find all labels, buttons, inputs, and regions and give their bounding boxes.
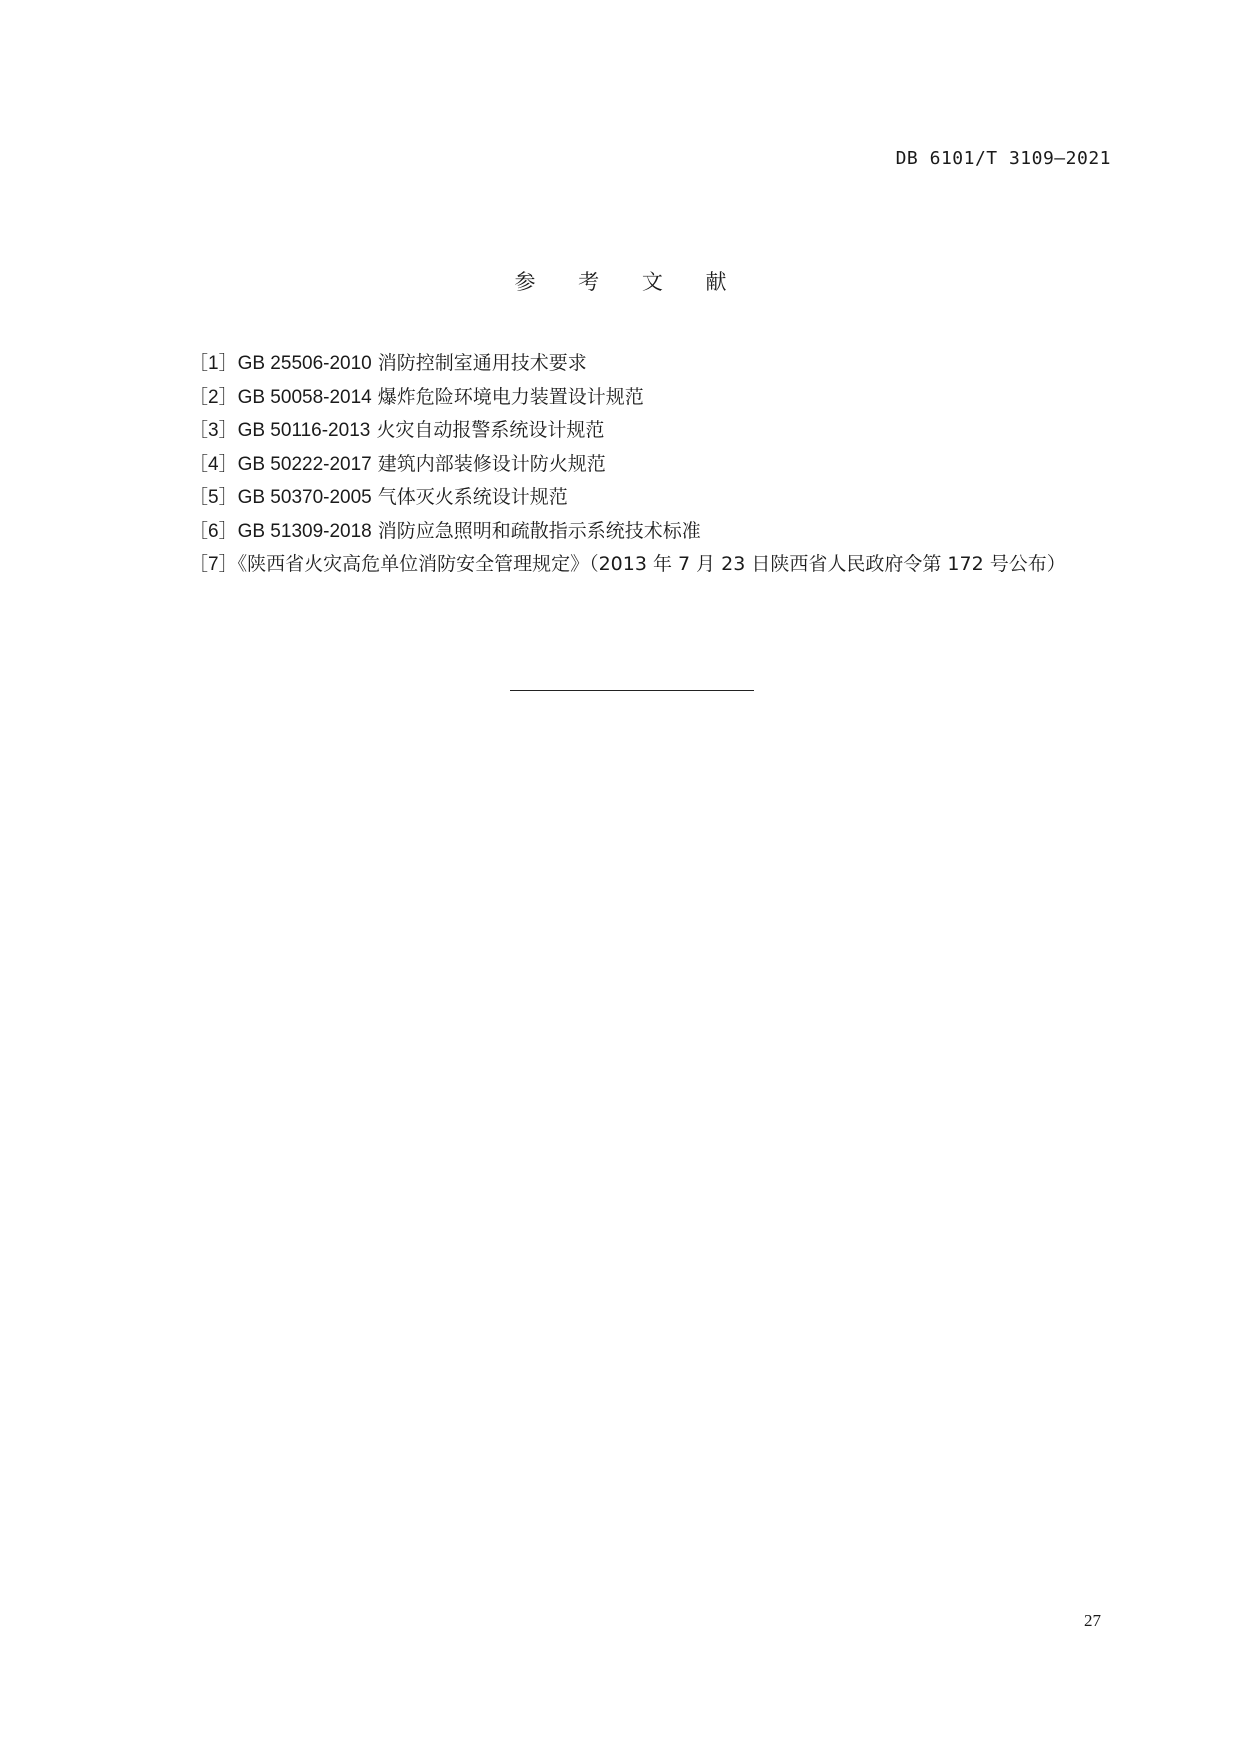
reference-item-2 [150,381,1114,415]
reference-code: GB 50222-2017 [237,453,372,475]
reference-code: GB 50116-2013 [237,420,371,441]
reference-item-6 [150,515,1114,549]
reference-item-1 [150,347,1114,381]
reference-code: GB 51309-2018 [237,520,372,542]
reference-item-5 [150,481,1114,515]
reference-title: 建筑内部装修设计防火规范 [377,452,606,475]
reference-list [150,347,1114,582]
reference-title: 气体灭火系统设计规范 [377,486,568,508]
reference-code: GB 50058-2014 [237,386,372,408]
reference-code: GB 25506-2010 [237,353,372,374]
reference-number: ［1］ [189,353,238,374]
end-divider [510,690,754,691]
reference-number: ［2］ [189,386,238,408]
reference-title: 《陕西省火灾高危单位消防安全管理规定》（2013 年 7 月 23 日陕西省人民政府令第 172 号公布） [237,553,1066,575]
reference-item-3 [150,414,1114,448]
section-title: 参 考 文 献 [514,270,745,294]
reference-title: 消防应急照明和疏散指示系统技术标准 [377,519,701,542]
reference-item-7 [150,548,1114,582]
reference-code: GB 50370-2005 [237,487,372,508]
reference-number: ［5］ [189,487,238,508]
reference-number: ［3］ [189,420,238,441]
reference-item-4 [150,448,1114,482]
reference-title: 爆炸危险环境电力装置设计规范 [377,385,644,408]
standard-code: DB 6101/T 3109—2021 [895,148,1111,169]
reference-title: 火灾自动报警系统设计规范 [376,419,605,441]
reference-number: ［7］ [189,554,238,575]
reference-number: ［6］ [189,520,238,542]
page-number: 27 [1084,1611,1101,1630]
reference-number: ［4］ [189,453,238,475]
reference-title: 消防控制室通用技术要求 [377,352,587,374]
